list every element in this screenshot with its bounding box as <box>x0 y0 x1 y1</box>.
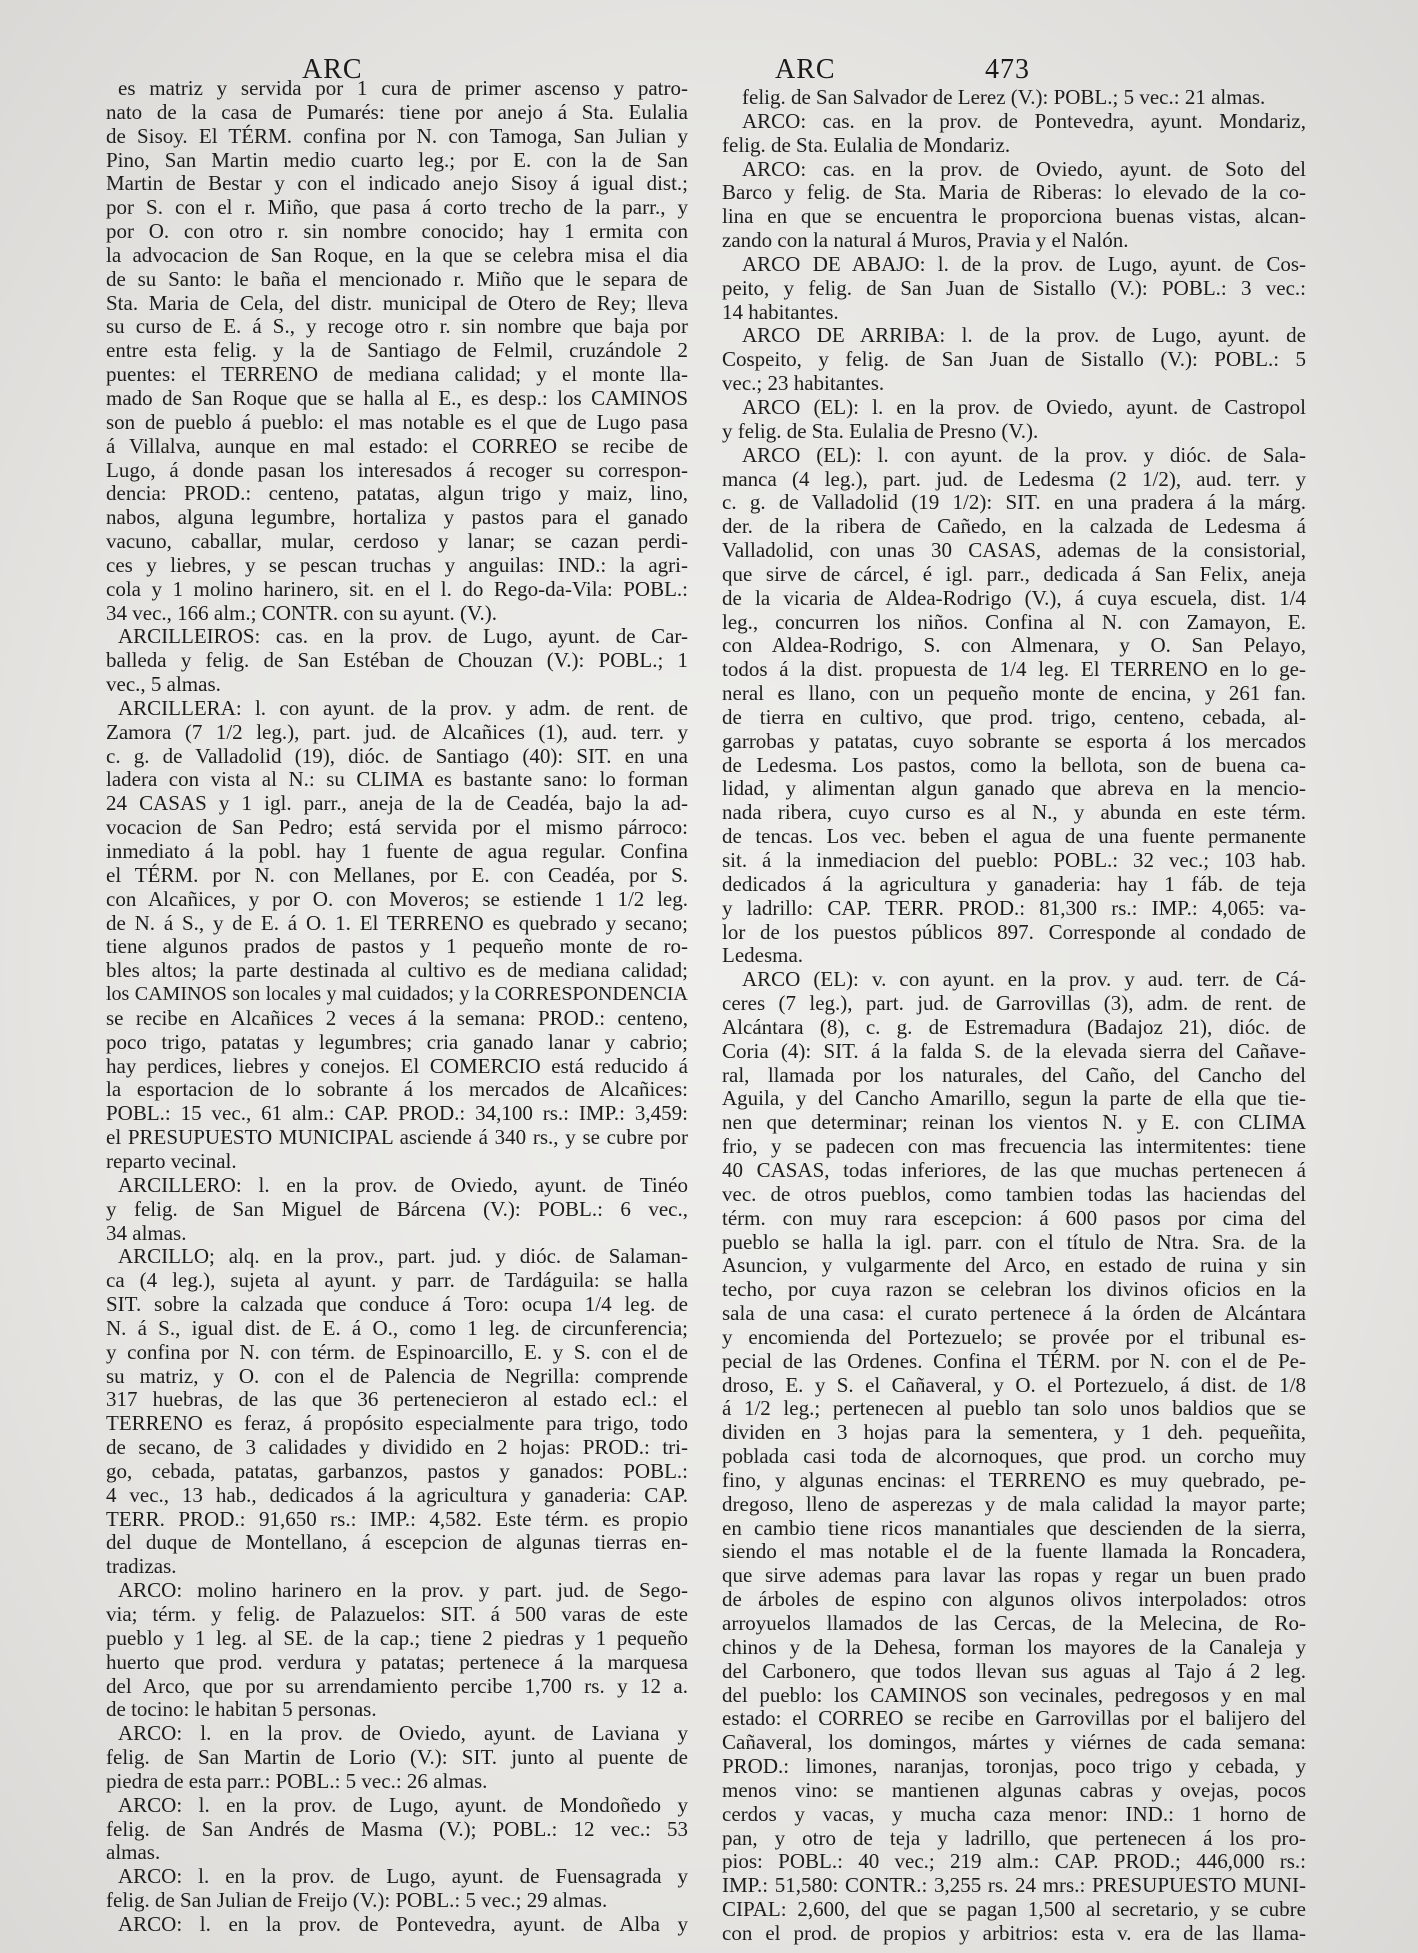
text-line: TERR. PROD.: 91,650 rs.: IMP.: 4,582. Este térm. es propio <box>106 1506 688 1531</box>
text-line: tradizas. <box>106 1554 177 1579</box>
text-line: ARCO (EL): v. con ayunt. en la prov. y aud. terr. de Cá- <box>742 967 1306 992</box>
text-line: poblada casi toda de alcornoques, que prod. un corcho muy <box>722 1444 1306 1469</box>
text-line: felig. de San Martin de Lorio (V.): SIT. junto al puente de <box>106 1745 688 1770</box>
text-line: Lugo, á donde pasan los interesados á recoger su correspon- <box>106 457 688 482</box>
text-line: fino, y algunas encinas: el TERRENO es muy quebrado, pe- <box>722 1467 1306 1492</box>
dictionary-entry <box>106 1794 688 1866</box>
text-line: Aguila, y del Cancho Amarillo, segun la parte de ella que tie- <box>722 1086 1306 1111</box>
dictionary-entry <box>106 697 688 1174</box>
text-line: ARCO DE ARRIBA: l. de la prov. de Lugo, ayunt. de <box>742 323 1306 348</box>
text-line: pecial de las Ordenes. Confina el TÉRM. por N. con el de Pe- <box>722 1348 1306 1373</box>
text-line: su curso de E. á S., y recoge otro r. sin nombre que baja por <box>106 314 688 339</box>
text-line: nabos, alguna legumbre, hortaliza y pastos para el ganado <box>106 505 688 530</box>
text-line: del pueblo: los CAMINOS son vecinales, pedregosos y en mal <box>722 1682 1306 1707</box>
left-column <box>106 77 688 1937</box>
text-line: N. á S., igual dist. de E. á O., como 1 leg. de circunferencia; <box>106 1315 688 1340</box>
running-head-left: ARC <box>302 54 363 85</box>
dictionary-entry <box>106 1913 688 1937</box>
text-line: la esportacion de lo sobrante á los mercados de Alcañices: <box>106 1077 688 1102</box>
text-line: IMP.: 51,580: CONTR.: 3,255 rs. 24 mrs.: PRESUPUESTO MUNI- <box>722 1873 1306 1898</box>
text-line: dregoso, lleno de asperezas y de mala calidad la mayor parte; <box>722 1491 1306 1516</box>
text-line: c. g. de Valladolid (19 1/2): SIT. en una pradera á la márg. <box>722 490 1306 515</box>
text-line: de su Santo: le baña el mencionado r. Miño que le separa de <box>106 266 688 291</box>
text-line: vec., 5 almas. <box>106 672 221 697</box>
text-line: Asuncion, y vulgarmente del Arco, en estado de ruina y sin <box>722 1253 1306 1278</box>
text-line: Ledesma. <box>722 943 804 968</box>
text-line: siendo el mas notable el de la fuente llamada la Roncadera, <box>722 1539 1306 1564</box>
text-line: y ladrillo: CAP. TERR. PROD.: 81,300 rs.: IMP.: 4,065: va- <box>722 895 1306 920</box>
text-line: puentes: el TERRENO de mediana calidad; y el monte lla- <box>106 362 688 387</box>
dictionary-entry <box>722 253 1306 325</box>
text-line: via; térm. y felig. de Palazuelos: SIT. á 500 varas de este <box>106 1602 688 1626</box>
text-line: Alcántara (8), c. g. de Estremadura (Badajoz 21), dióc. de <box>722 1014 1306 1039</box>
text-line: ceres (7 leg.), part. jud. de Garrovillas (3), adm. de rent. de <box>722 991 1306 1016</box>
text-line: todos á la dist. propuesta de 1/4 leg. El TERRENO en lo ge- <box>722 657 1306 682</box>
text-line: son de pueblo á pueblo: el mas notable es el que de Lugo pasa <box>106 409 688 434</box>
dictionary-entry <box>106 625 688 697</box>
entry-continuation <box>722 86 1306 110</box>
text-line: 40 CASAS, todas inferiores, de las que muchas pertenecen á <box>722 1157 1306 1182</box>
text-line: huerto que prod. verdura y patatas; pertenece á la marquesa <box>106 1649 688 1674</box>
dictionary-entry <box>722 158 1306 253</box>
text-line: inmediato á la pobl. hay 1 fuente de agua regular. Confina <box>106 839 688 863</box>
text-line: pueblo y 1 leg. al SE. de la cap.; tiene 2 piedras y 1 pequeño <box>106 1625 688 1650</box>
text-line: 14 habitantes. <box>722 299 839 324</box>
text-line: Coria (4): SIT. á la falda S. de la elevada sierra del Cañave- <box>722 1038 1306 1063</box>
text-line: de tocino: le habitan 5 personas. <box>106 1697 377 1722</box>
text-line: nato de la casa de Pumarés: tiene por anejo á Sta. Eulalia <box>106 99 688 124</box>
text-line: 24 CASAS y 1 igl. parr., aneja de la de Ceadéa, bajo la ad- <box>106 791 688 816</box>
text-line: con Alcañices, y por O. con Moveros; se estiende 1 1/2 leg. <box>106 886 688 911</box>
text-line: TERRENO es feraz, á propósito especialmente para trigo, todo <box>106 1411 688 1436</box>
text-line: por S. con el r. Miño, que pasa á corto trecho de la parr., y <box>106 195 688 220</box>
text-line: ARCILLERO: l. en la prov. de Oviedo, ayunt. de Tinéo <box>118 1172 688 1197</box>
text-line: SIT. sobre la calzada que conduce á Toro: ocupa 1/4 leg. de <box>106 1292 688 1317</box>
text-line: reparto vecinal. <box>106 1148 237 1173</box>
text-line: poco trigo, patatas y legumbres; cria ganado lanar y cabrio; <box>106 1029 688 1054</box>
text-line: zando con la natural á Muros, Pravia y el Nalón. <box>722 228 1129 253</box>
text-line: ARCILLO; alq. en la prov., part. jud. y dióc. de Salaman- <box>118 1244 688 1269</box>
text-line: y felig. de San Miguel de Bárcena (V.): POBL.: 6 vec., <box>106 1196 688 1221</box>
entry-continuation <box>106 77 688 625</box>
text-line: la advocacion de San Roque, en la que se celebra misa el dia <box>106 242 688 267</box>
text-line: felig. de San Julian de Freijo (V.): POBL.: 5 vec.; 29 almas. <box>106 1888 608 1913</box>
text-line: PROD.: limones, naranjas, toronjas, poco trigo y cebada, y <box>722 1754 1306 1779</box>
right-column <box>722 86 1306 1946</box>
text-line: peito, y felig. de San Juan de Sistallo (V.): POBL.: 3 vec.: <box>722 275 1306 300</box>
text-line: cola y 1 molino harinero, sit. en el l. do Rego-da-Vila: POBL.: <box>106 576 688 601</box>
text-line: pios: POBL.: 40 vec.; 219 alm.: CAP. PROD.; 446,000 rs.: <box>722 1849 1306 1874</box>
text-line: de tencas. Los vec. beben el agua de una fuente permanente <box>722 824 1306 849</box>
text-line: de tierra en cultivo, que prod. trigo, centeno, cebada, al- <box>722 704 1306 729</box>
page-number: 473 <box>985 54 1030 85</box>
text-line: á Villalva, aunque en mal estado: el CORREO se recibe de <box>106 433 688 458</box>
text-line: felig. de Sta. Eulalia de Mondariz. <box>722 132 1011 157</box>
text-line: y confina por N. con térm. de Espinoarcillo, E. y S. con el de <box>106 1339 688 1364</box>
text-line: que sirve ademas para lavar las ropas y regar un buen prado <box>722 1563 1306 1588</box>
text-line: ces y liebres, y se pescan truchas y anguilas: IND.: la agri- <box>106 552 688 577</box>
dictionary-entry <box>722 396 1306 444</box>
text-line: Pino, San Martin medio cuarto leg.; por E. con la de San <box>106 147 688 172</box>
text-line: ARCILLEIROS: cas. en la prov. de Lugo, ayunt. de Car- <box>118 624 688 649</box>
text-line: en cambio tiene ricos manantiales que descienden de la sierra, <box>722 1515 1306 1540</box>
text-line: el TÉRM. por N. con Mellanes, por E. con Ceadéa, por S. <box>106 862 688 887</box>
text-line: vec.; 23 habitantes. <box>722 371 885 396</box>
text-line: balleda y felig. de San Estéban de Chouzan (V.): POBL.; 1 <box>106 648 688 673</box>
text-line: de la vicaria de Aldea-Rodrigo (V.), á cuya escuela, dist. 1/4 <box>722 585 1306 610</box>
text-line: lina en que se encuentra le proporciona buenas vistas, alcan- <box>722 204 1306 229</box>
text-line: es matriz y servida por 1 cura de primer ascenso y patro- <box>118 76 688 100</box>
text-line: leg., concurren los niños. Confina al N. con Zamayon, E. <box>722 609 1306 634</box>
text-line: mado de San Roque que se halla al E., es desp.: los CAMINOS <box>106 385 688 410</box>
dictionary-entry <box>106 1722 688 1794</box>
text-line: ARCILLERA: l. con ayunt. de la prov. y adm. de rent. de <box>118 695 688 720</box>
text-line: tiene algunos prados de pastos y 1 pequeño monte de ro- <box>106 934 688 959</box>
text-line: ARCO (EL): l. con ayunt. de la prov. y dióc. de Sala- <box>742 442 1306 467</box>
text-line: ARCO: l. en la prov. de Lugo, ayunt. de Mondoñedo y <box>118 1792 688 1817</box>
text-line: neral es llano, con un pequeño monte de encina, y 261 fan. <box>722 681 1306 706</box>
text-line: 34 almas. <box>106 1220 187 1245</box>
text-line: del Carbonero, que todos llevan sus aguas al Tajo á 2 leg. <box>722 1658 1306 1683</box>
text-line: lidad, y alimentan algun ganado que abreva en la mencio- <box>722 776 1306 801</box>
text-line: vocacion de San Pedro; está servida por el mismo párroco: <box>106 815 688 840</box>
text-line: de Sisoy. El TÉRM. confina por N. con Tamoga, San Julian y <box>106 123 688 148</box>
dictionary-entry <box>722 968 1306 1946</box>
text-line: los CAMINOS son locales y mal cuidados; y la CORRESPONDENCIA <box>106 983 688 1006</box>
text-line: c. g. de Valladolid (19), dióc. de Santiago (40): SIT. en una <box>106 743 688 768</box>
text-line: sit. á la inmediacion del pueblo: POBL.: 32 vec.; 103 hab. <box>722 848 1306 872</box>
text-line: piedra de esta parr.: POBL.: 5 vec.: 26 almas. <box>106 1768 488 1793</box>
text-line: menos vino: se mantienen algunas cabras y ovejas, pocos <box>722 1777 1306 1802</box>
text-line: CIPAL: 2,600, del que se pagan 1,500 al secretario, y se cubre <box>722 1897 1306 1922</box>
text-line: techo, por cuya razon se celebran los divinos oficios en la <box>722 1277 1306 1302</box>
text-line: felig. de San Andrés de Masma (V.); POBL.: 12 vec.: 53 <box>106 1816 688 1841</box>
text-line: ARCO: cas. en la prov. de Oviedo, ayunt. de Soto del <box>742 156 1306 181</box>
text-line: POBL.: 15 vec., 61 alm.: CAP. PROD.: 34,100 rs.: IMP.: 3,459: <box>106 1101 688 1126</box>
text-line: cerdos y vacas, y mucha caza menor: IND.: 1 horno de <box>722 1801 1306 1826</box>
text-line: con Aldea-Rodrigo, S. con Almenara, y O. San Pelayo, <box>722 633 1306 658</box>
text-line: del Arco, que por su arrendamiento percibe 1,700 rs. y 12 a. <box>106 1673 688 1698</box>
text-line: y felig. de Sta. Eulalia de Presno (V.). <box>722 418 1039 443</box>
text-line: go, cebada, patatas, garbanzos, pastos y ganados: POBL.: <box>106 1458 688 1483</box>
text-line: á 1/2 leg.; pertenecen al pueblo tan solo unos baldios que se <box>722 1396 1306 1421</box>
dictionary-entry <box>722 324 1306 396</box>
text-line: ral, llamada por los naturales, del Caño, del Cancho del <box>722 1062 1306 1087</box>
text-line: ladera con vista al N.: su CLIMA es bastante sano: lo forman <box>106 767 688 792</box>
text-line: hay perdices, liebres y conejos. El COMERCIO está reducido á <box>106 1053 688 1078</box>
running-head-right: ARC <box>775 54 836 85</box>
text-line: ca (4 leg.), sujeta al ayunt. y parr. de Tardáguila: se halla <box>106 1268 688 1293</box>
dictionary-entry <box>722 110 1306 158</box>
text-line: que sirve de cárcel, é igl. parr., dedicada á San Felix, aneja <box>722 561 1306 586</box>
text-line: del duque de Montellano, á escepcion de algunas tierras en- <box>106 1530 688 1555</box>
text-line: bles altos; la parte destinada al cultivo es de mediana calidad; <box>106 958 688 983</box>
text-line: der. de la ribera de Cañedo, en la calzada de Ledesma á <box>722 514 1306 539</box>
text-line: 4 vec., 13 hab., dedicados á la agricultura y ganaderia: CAP. <box>106 1482 688 1507</box>
text-line: pan, y otro de teja y ladrillo, que pertenecen á los pro- <box>722 1825 1306 1850</box>
text-line: se recibe en Alcañices 2 veces á la semana: PROD.: centeno, <box>106 1005 688 1030</box>
text-line: Cañaveral, los domingos, mártes y viérnes de cada semana: <box>722 1730 1306 1755</box>
text-line: lor de los puestos públicos 897. Corresponde al condado de <box>722 919 1306 944</box>
text-line: dividen en 3 hojas para la sementera, y 1 deh. pequeñita, <box>722 1420 1306 1445</box>
text-line: arroyuelos llamados de las Cercas, de la Melecina, de Ro- <box>722 1611 1306 1635</box>
text-line: nen que determinar; reinan los vientos N. y E. con CLIMA <box>722 1110 1306 1135</box>
text-line: térm. con muy rara escepcion: á 600 pasos por cima del <box>722 1205 1306 1230</box>
text-line: manca (4 leg.), part. jud. de Ledesma (2 1/2), aud. terr. y <box>722 466 1306 491</box>
text-line: ARCO: molino harinero en la prov. y part. jud. de Sego- <box>118 1578 688 1603</box>
text-line: vec. de otros pueblos, como tambien todas las haciendas del <box>722 1181 1306 1206</box>
text-line: de árboles de espino con algunos olivos interpolados: otros <box>722 1587 1306 1612</box>
text-line: su matriz, y O. con el de Palencia de Negrilla: comprende <box>106 1363 688 1388</box>
dictionary-entry <box>106 1579 688 1722</box>
text-line: de secano, de 3 calidades y dividido en 2 hojas: PROD.: tri- <box>106 1435 688 1460</box>
text-line: garrobas y patatas, cuyo sobrante se esporta á los mercados <box>722 728 1306 753</box>
text-line: felig. de San Salvador de Lerez (V.): POBL.; 5 vec.: 21 almas. <box>742 85 1266 109</box>
dictionary-entry <box>106 1174 688 1246</box>
text-line: Valladolid, con unas 30 CASAS, ademas de la consistorial, <box>722 538 1306 563</box>
text-line: nada ribera, cuyo curso es al N., y abunda en este térm. <box>722 800 1306 825</box>
dictionary-entry <box>106 1865 688 1913</box>
text-line: con el prod. de propios y arbitrios: esta v. era de las llama- <box>722 1920 1306 1945</box>
text-line: por O. con otro r. sin nombre conocido; hay 1 ermita con <box>106 219 688 244</box>
text-line: almas. <box>106 1840 161 1865</box>
text-line: ARCO: cas. en la prov. de Pontevedra, ayunt. Mondariz, <box>742 108 1306 133</box>
text-line: y encomienda del Portezuelo; se provée por el tribunal es- <box>722 1324 1306 1349</box>
dictionary-entry <box>722 444 1306 969</box>
text-line: sala de una casa: el curato pertenece á la órden de Alcántara <box>722 1301 1306 1326</box>
text-line: ARCO: l. en la prov. de Pontevedra, ayunt. de Alba y <box>118 1911 688 1936</box>
text-line: 317 huebras, de las que 36 pertenecieron al estado ecl.: el <box>106 1387 688 1412</box>
text-line: Martin de Bestar y con el indicado anejo Sisoy á igual dist.; <box>106 171 688 196</box>
text-line: chinos y de la Dehesa, forman los mayores de la Canaleja y <box>722 1634 1306 1659</box>
text-line: vacuno, caballar, mular, cerdoso y lanar; se cazan perdi- <box>106 529 688 554</box>
text-line: frio, y se padecen con mas frecuencia las intermitentes: tiene <box>722 1134 1306 1159</box>
text-line: Sta. Maria de Cela, del distr. municipal de Otero de Rey; lleva <box>106 290 688 315</box>
text-line: Zamora (7 1/2 leg.), part. jud. de Alcañices (1), aud. terr. y <box>106 719 688 744</box>
text-line: de Ledesma. Los pastos, como la bellota, son de buena ca- <box>722 752 1306 777</box>
text-line: 34 vec., 166 alm.; CONTR. con su ayunt. (V.). <box>106 600 497 625</box>
text-line: de N. á S., y de E. á O. 1. El TERRENO es quebrado y secano; <box>106 910 688 935</box>
text-line: dencia: PROD.: centeno, patatas, algun trigo y maiz, lino, <box>106 481 688 506</box>
text-line: ARCO: l. en la prov. de Oviedo, ayunt. de Laviana y <box>118 1721 688 1746</box>
text-line: dedicados á la agricultura y ganaderia: hay 1 fáb. de teja <box>722 871 1306 896</box>
text-line: entre esta felig. y la de Santiago de Felmil, cruzándole 2 <box>106 338 688 363</box>
text-line: pueblo se halla la igl. parr. con el título de Ntra. Sra. de la <box>722 1229 1306 1254</box>
text-line: Barco y felig. de Sta. Maria de Riberas: lo elevado de la co- <box>722 180 1306 205</box>
text-line: el PRESUPUESTO MUNICIPAL asciende á 340 rs., y se cubre por <box>106 1125 688 1150</box>
dictionary-entry <box>106 1245 688 1579</box>
text-line: ARCO (EL): l. en la prov. de Oviedo, ayunt. de Castropol <box>742 394 1306 419</box>
text-line: estado: el CORREO se recibe en Garrovillas por el balijero del <box>722 1706 1306 1731</box>
text-line: Cospeito, y felig. de San Juan de Sistallo (V.): POBL.: 5 <box>722 347 1306 372</box>
text-line: ARCO: l. en la prov. de Lugo, ayunt. de Fuensagrada y <box>118 1864 688 1889</box>
text-line: droso, E. y S. el Cañaveral, y O. el Portezuelo, á dist. de 1/8 <box>722 1372 1306 1397</box>
text-line: ARCO DE ABAJO: l. de la prov. de Lugo, ayunt. de Cos- <box>742 251 1306 276</box>
